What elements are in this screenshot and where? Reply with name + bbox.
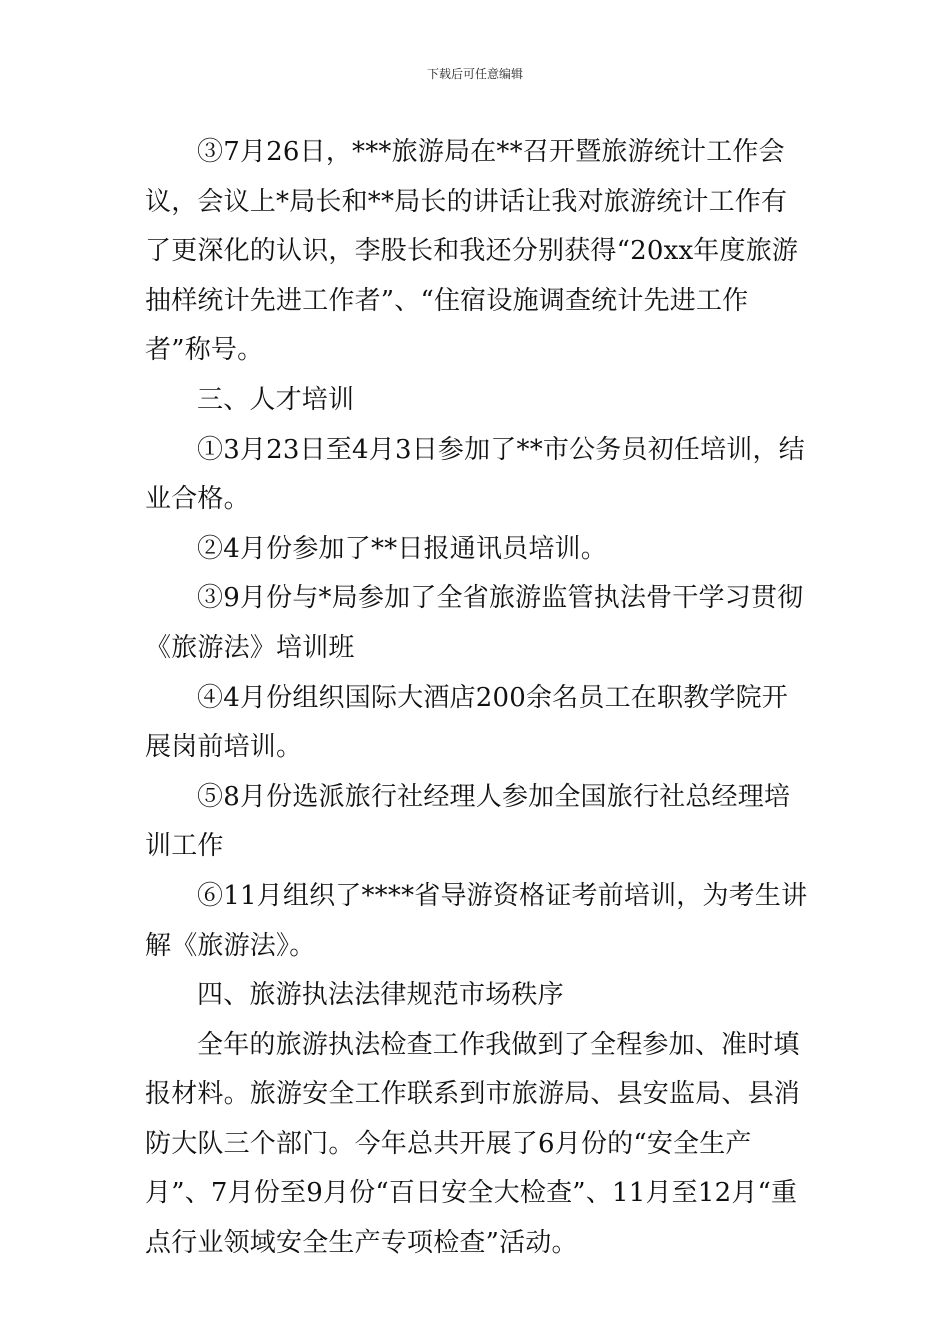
paragraph-training-5: ⑤8月份选派旅行社经理人参加全国旅行社总经理培训工作 (145, 781, 791, 862)
paragraph-law-enforcement: 全年的旅游执法检查工作我做到了全程参加、准时填报材料。旅游安全工作联系到市旅游局、县安监局、县消防大队三个部门。今年总共开展了6月份的“安全生产月”、7月份至9月份“百日安全大检查”、11月至12月“重点行业领域安全生产专项检查”活动。 (145, 1029, 801, 1259)
paragraph-training-1: ①3月23日至4月3日参加了**市公务员初任培训，结业合格。 (145, 434, 805, 515)
section-heading-law-enforcement: 四、旅游执法法律规范市场秩序 (197, 980, 564, 1011)
paragraph-training-2: ②4月份参加了**日报通讯员培训。 (197, 533, 607, 564)
section-heading-talent-training: 三、人才培训 (197, 384, 355, 415)
paragraph-training-3: ③9月份与*局参加了全省旅游监管执法骨干学习贯彻《旅游法》培训班 (145, 583, 804, 663)
page-header: 下载后可任意编辑 (426, 67, 523, 81)
document-body (145, 128, 813, 1269)
paragraph-training-6: ⑥11月组织了****省导游资格证考前培训，为考生讲解《旅游法》。 (145, 880, 808, 961)
paragraph-meeting: ③7月26日，***旅游局在**召开暨旅游统计工作会议，会议上*局长和**局长的讲话让我对旅游统计工作有了更深化的认识，李股长和我还分别获得“20xx年度旅游抽样统计先进工作者”、“住宿设施调查统计先进工作者”称号。 (145, 137, 799, 366)
paragraph-training-4: ④4月份组织国际大酒店200余名员工在职教学院开展岗前培训。 (145, 682, 788, 763)
